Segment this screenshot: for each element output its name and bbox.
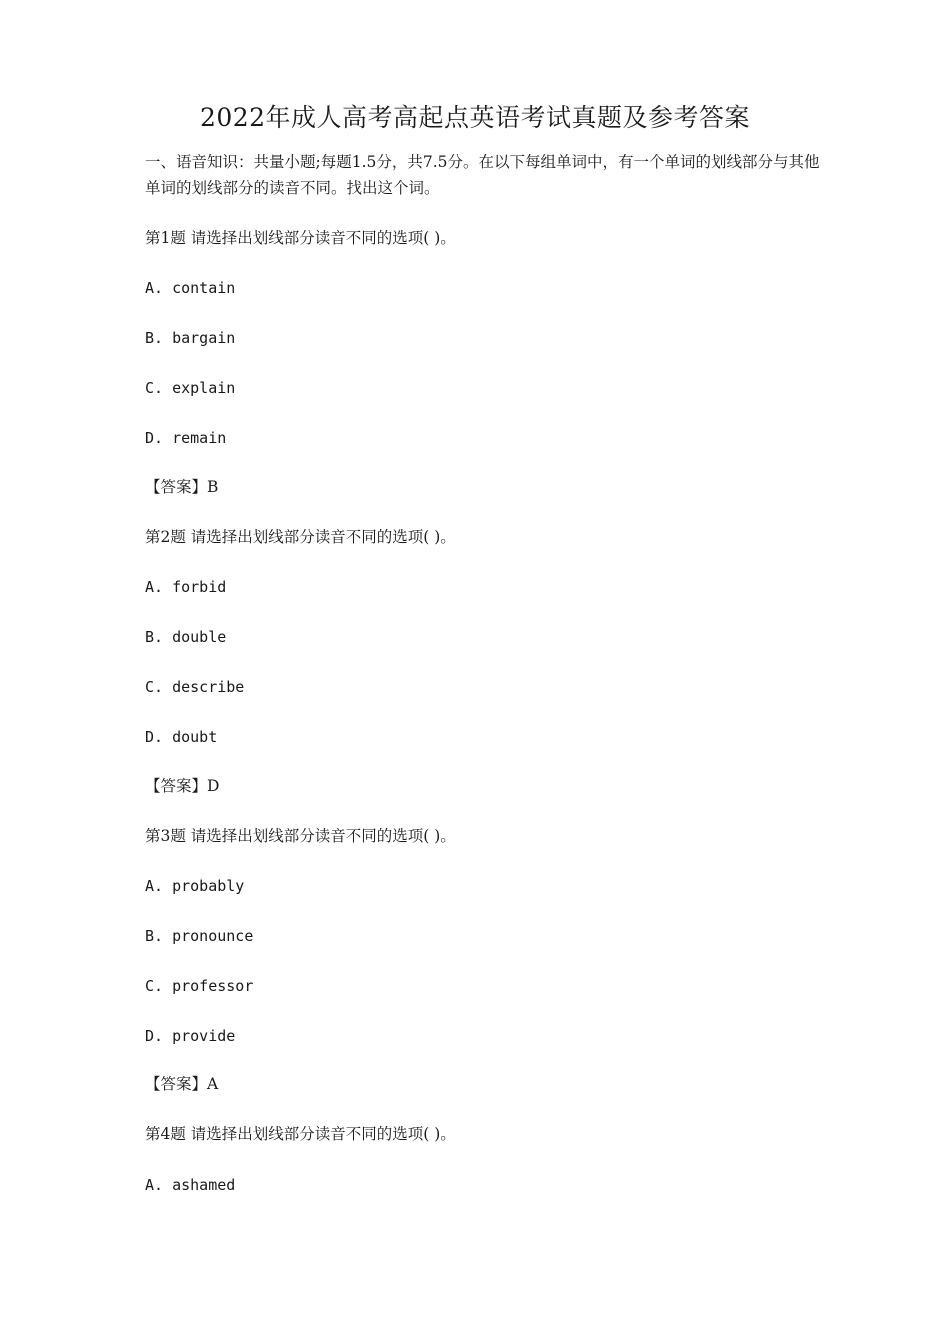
question-2-option-a: A. forbid <box>145 578 227 596</box>
question-3-prompt: 第3题 请选择出划线部分读音不同的选项( )。 <box>145 827 456 845</box>
question-3-option-a: A. probably <box>145 877 245 895</box>
section-intro: 一、语音知识：共量小题;每题1.5分，共7.5分。在以下每组单词中，有一个单词的划线部分与其他单词的划线部分的读音不同。找出这个词。 <box>145 153 820 197</box>
question-3-option-b: B. pronounce <box>145 927 254 945</box>
question-2-answer: 【答案】D <box>145 777 220 795</box>
question-1-prompt: 第1题 请选择出划线部分读音不同的选项( )。 <box>145 229 456 247</box>
question-2-option-b: B. double <box>145 628 227 646</box>
question-4-prompt: 第4题 请选择出划线部分读音不同的选项( )。 <box>145 1125 456 1143</box>
question-3-option-c: C. professor <box>145 977 254 995</box>
question-1-answer: 【答案】B <box>145 478 219 496</box>
question-4-option-a: A. ashamed <box>145 1176 236 1194</box>
question-1-option-c: C. explain <box>145 379 236 397</box>
question-3-answer: 【答案】A <box>145 1075 219 1093</box>
question-1-option-b: B. bargain <box>145 329 236 347</box>
question-1-option-d: D. remain <box>145 429 227 447</box>
question-2-prompt: 第2题 请选择出划线部分读音不同的选项( )。 <box>145 528 456 546</box>
question-3-option-d: D. provide <box>145 1027 236 1045</box>
question-2-option-d: D. doubt <box>145 728 218 746</box>
question-2-option-c: C. describe <box>145 678 245 696</box>
question-1-option-a: A. contain <box>145 279 236 297</box>
document-title: 2022年成人高考高起点英语考试真题及参考答案 <box>199 103 751 132</box>
